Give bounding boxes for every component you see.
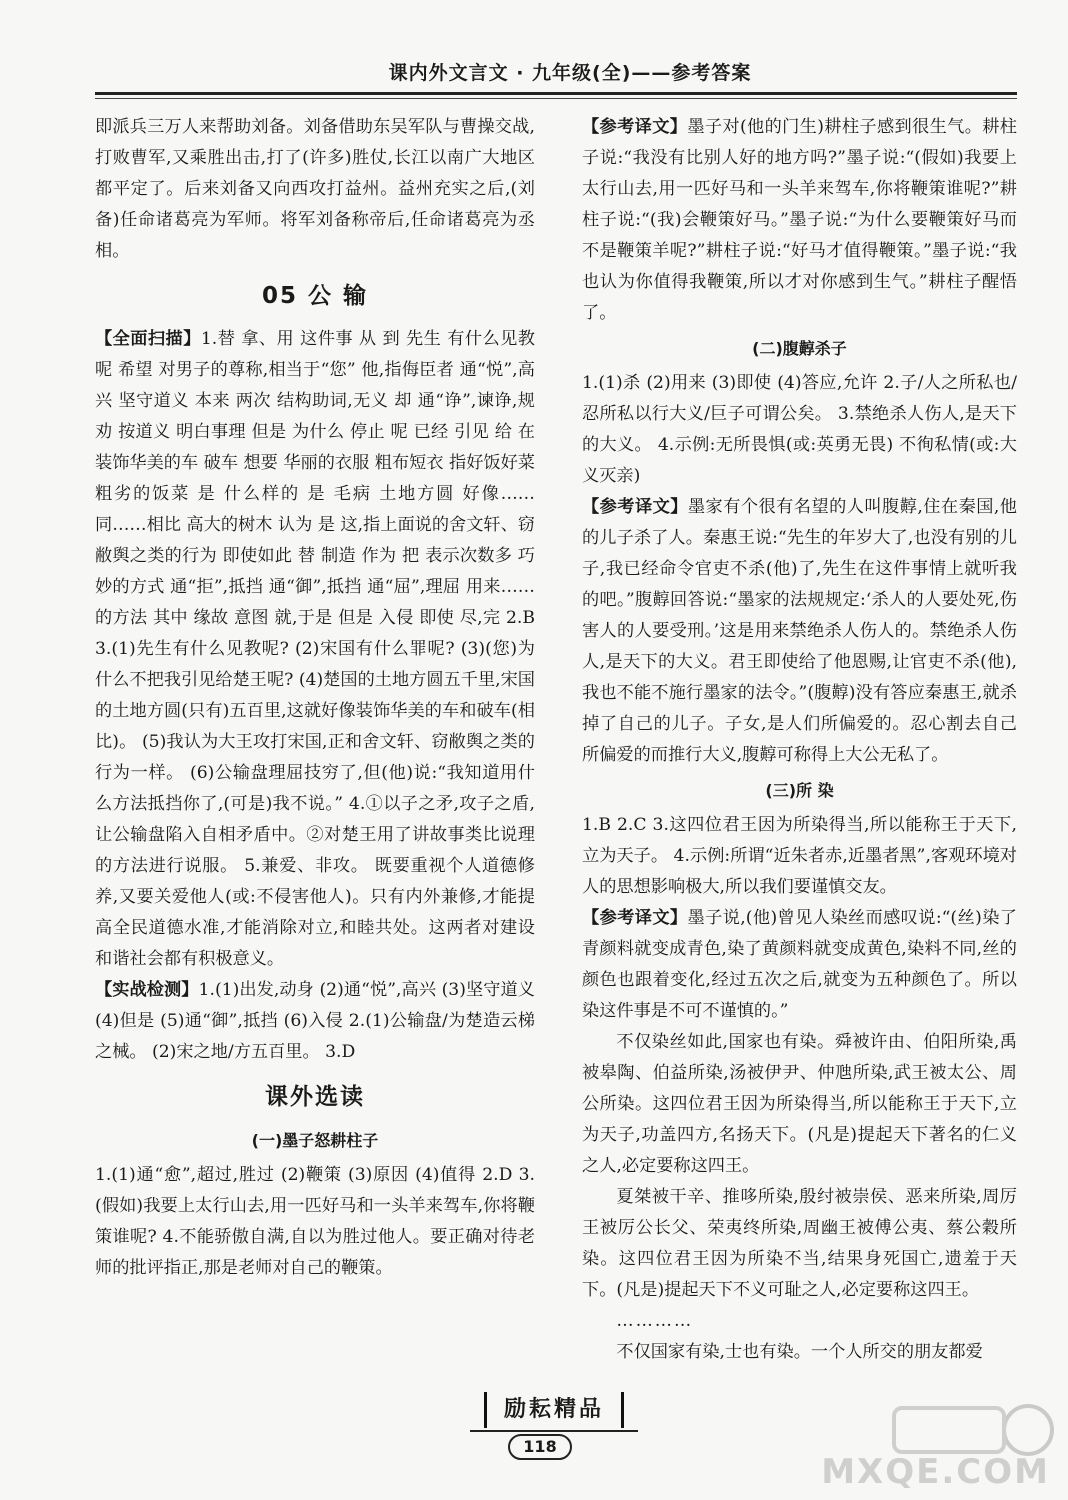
footer-rule — [470, 1430, 638, 1432]
sub-title-3: (三)所 染 — [765, 781, 834, 800]
test-paragraph — [95, 975, 535, 1068]
sub1-answers: 1.(1)通“愈”,超过,胜过 (2)鞭策 (3)原因 (4)值得 2.D 3.(假如)我要上太行山去,用一匹好马和一头羊来驾车,你将鞭策谁呢? 4.不能骄傲自满,自以为胜过他人。要正确对待老师的批评指正,那是老师对自己的鞭策。 — [95, 1165, 535, 1278]
intro-paragraph: 即派兵三万人来帮助刘备。刘备借助东吴军队与曹操交战,打败曹军,又乘胜出击,打了(许多)胜仗,长江以南广大地区都平定了。后来刘备又向西攻打益州。益州充实之后,(刘备)任命诸葛亮为军师。将军刘备称帝后,任命诸葛亮为丞相。 — [95, 117, 535, 261]
footer-logo: 励耘精品 — [484, 1392, 624, 1428]
translation-3-para-1: 不仅染丝如此,国家也有染。舜被许由、伯阳所染,禹被皋陶、伯益所染,汤被伊尹、仲虺所染,武王被太公、周公所染。这四位君王因为所染得当,所以能称王于天下,立为天子,功盖四方,名扬天下。(凡是)提起天下著名的仁义之人,必定要称这四王。 — [582, 1032, 1017, 1176]
translation-3-text: 墨子说,(他)曾见人染丝而感叹说:“(丝)染了青颜料就变成青色,染了黄颜料就变成黄色,染料不同,丝的颜色也跟着变化,经过五次之后,就变为五种颜色了。所以染这件事是不可不谨慎的。” — [582, 908, 1017, 1021]
sub-title-2: (二)腹䵍杀子 — [752, 339, 847, 358]
header-rule-thin — [95, 98, 1017, 99]
scan-text: 1.替 拿、用 这件事 从 到 先生 有什么见教呢 希望 对男子的尊称,相当于“您” 他,指侮臣者 通“悦”,高兴 坚守道义 本来 两次 结构助词,无义 却 通“诤”,谏诤,规劝 按道义 明白事理 但是 为什么 停止 呢 已经 引见 给 在 装饰华美的车 破车 想要 华丽的衣服 粗布短衣 指好饭好菜 粗劣的饭菜 是 什么样的 是 毛病 土地方圆 好像……同……相比 高大的树木 认为 是 这,指上面说的舍文轩、窃敝舆之类的行为 即使如此 替 制造 作为 把 表示次数多 巧妙的方式 通“拒”,抵挡 通“御”,抵挡 通“屈”,理屈 用来……的方法 其中 缘故 意图 就,于是 但是 入侵 即使 尽,完 2.B 3.(1)先生有什么见教呢? (2)宋国有什么罪呢? (3)(您)为什么不把我引见给楚王呢? (4)楚国的土地方圆五千里,宋国的土地方圆(只有)五百里,这就好像装饰华美的车和破车(相比)。 (5)我认为大王攻打宋国,正和舍文轩、窃敝舆之类的行为一样。 (6)公输盘理屈技穷了,但(他)说:“我知道用什么方法抵挡你了,(可是)我不说。” 4.①以子之矛,攻子之盾,让公输盘陷入自相矛盾中。②对楚王用了讲故事类比说理的方法进行说服。 5.兼爱、非攻。 既要重视个人道德修养,又要关爱他人(或:不侵害他人)。只有内外兼修,才能提高全民道德水准,才能消除对立,和睦共处。这两者对建设和谐社会都有积极意义。 — [95, 329, 535, 969]
sub2-answers: 1.(1)杀 (2)用来 (3)即使 (4)答应,允许 2.子/人之所私也/忍所私以行大义/巨子可谓公矣。 3.禁绝杀人伤人,是天下的大义。 4.示例:无所畏惧(或:英勇无畏) 不徇私情(或:大义灭亲) — [582, 373, 1017, 486]
page-header-title: 课内外文言文 · 九年级(全)——参考答案 — [388, 62, 752, 84]
sub-title-1: (一)墨子怒耕柱子 — [251, 1131, 379, 1150]
translation-2-text: 墨家有个很有名望的人叫腹䵍,住在秦国,他的儿子杀了人。秦惠王说:“先生的年岁大了,也没有别的儿子,我已经命令官吏不杀(他)了,先生在这件事情上就听我的吧。”腹䵍回答说:“墨家的法规规定:‘杀人的人要处死,伤害人的人要受刑。’这是用来禁绝杀人伤人的。禁绝杀人伤人,是天下的大义。君王即使给了他恩赐,让官吏不杀(他),我也不能不施行墨家的法令。”(腹䵍)没有答应秦惠王,就杀掉了自己的儿子。子女,是人们所偏爱的。忍心割去自己所偏爱的而推行大义,腹䵍可称得上大公无私了。 — [582, 497, 1017, 765]
translation-1-text: 墨子对(他的门生)耕柱子感到很生气。耕柱子说:“我没有比别人好的地方吗?”墨子说:“(假如)我要上太行山去,用一匹好马和一头羊来驾车,你将鞭策谁呢?”耕柱子说:“(我)会鞭策好马。”墨子说:“为什么要鞭策好马而不是鞭策羊呢?”耕柱子说:“好马才值得鞭策。”墨子说:“我也认为你值得我鞭策,所以才对你感到生气。”耕柱子醒悟了。 — [582, 117, 1017, 323]
ellipsis: ………… — [616, 1311, 694, 1331]
right-column — [582, 112, 1017, 1368]
page-number: 118 — [508, 1434, 572, 1460]
translation-3-tag: 【参考译文】 — [582, 908, 688, 928]
test-text: 1.(1)出发,动身 (2)通“悦”,高兴 (3)坚守道义 (4)但是 (5)通“御”,抵挡 (6)入侵 2.(1)公输盘/为楚造云梯之械。 (2)宋之地/方五百里。 3.D — [95, 980, 535, 1062]
translation-3 — [582, 903, 1017, 1027]
translation-1 — [582, 112, 1017, 329]
watermark-text: MXQE.COM — [821, 1452, 1050, 1492]
section-title-gongshu: 05 公 输 — [261, 283, 369, 309]
section-title-extra-reading: 课外选读 — [265, 1084, 365, 1110]
translation-1-tag: 【参考译文】 — [582, 117, 688, 137]
scan-paragraph — [95, 324, 535, 975]
left-column — [95, 112, 535, 1284]
header-rule-thick — [95, 92, 1017, 95]
watermark-logo — [821, 1400, 1060, 1496]
test-tag: 【实战检测】 — [95, 980, 199, 1000]
scan-tag: 【全面扫描】 — [95, 329, 201, 349]
translation-2-tag: 【参考译文】 — [582, 497, 688, 517]
sub3-answers: 1.B 2.C 3.这四位君王因为所染得当,所以能称王于天下,立为天子。 4.示例:所谓“近朱者赤,近墨者黑”,客观环境对人的思想影响极大,所以我们要谨慎交友。 — [582, 815, 1017, 897]
translation-3-para-2: 夏桀被干辛、推哆所染,殷纣被崇侯、恶来所染,周厉王被厉公长父、荣夷终所染,周幽王被傅公夷、蔡公穀所染。这四位君王因为所染不当,结果身死国亡,遗羞于天下。(凡是)提起天下不义可耻之人,必定要称这四王。 — [582, 1187, 1017, 1300]
translation-3-para-3: 不仅国家有染,士也有染。一个人所交的朋友都爱 — [616, 1342, 983, 1362]
translation-2 — [582, 492, 1017, 771]
